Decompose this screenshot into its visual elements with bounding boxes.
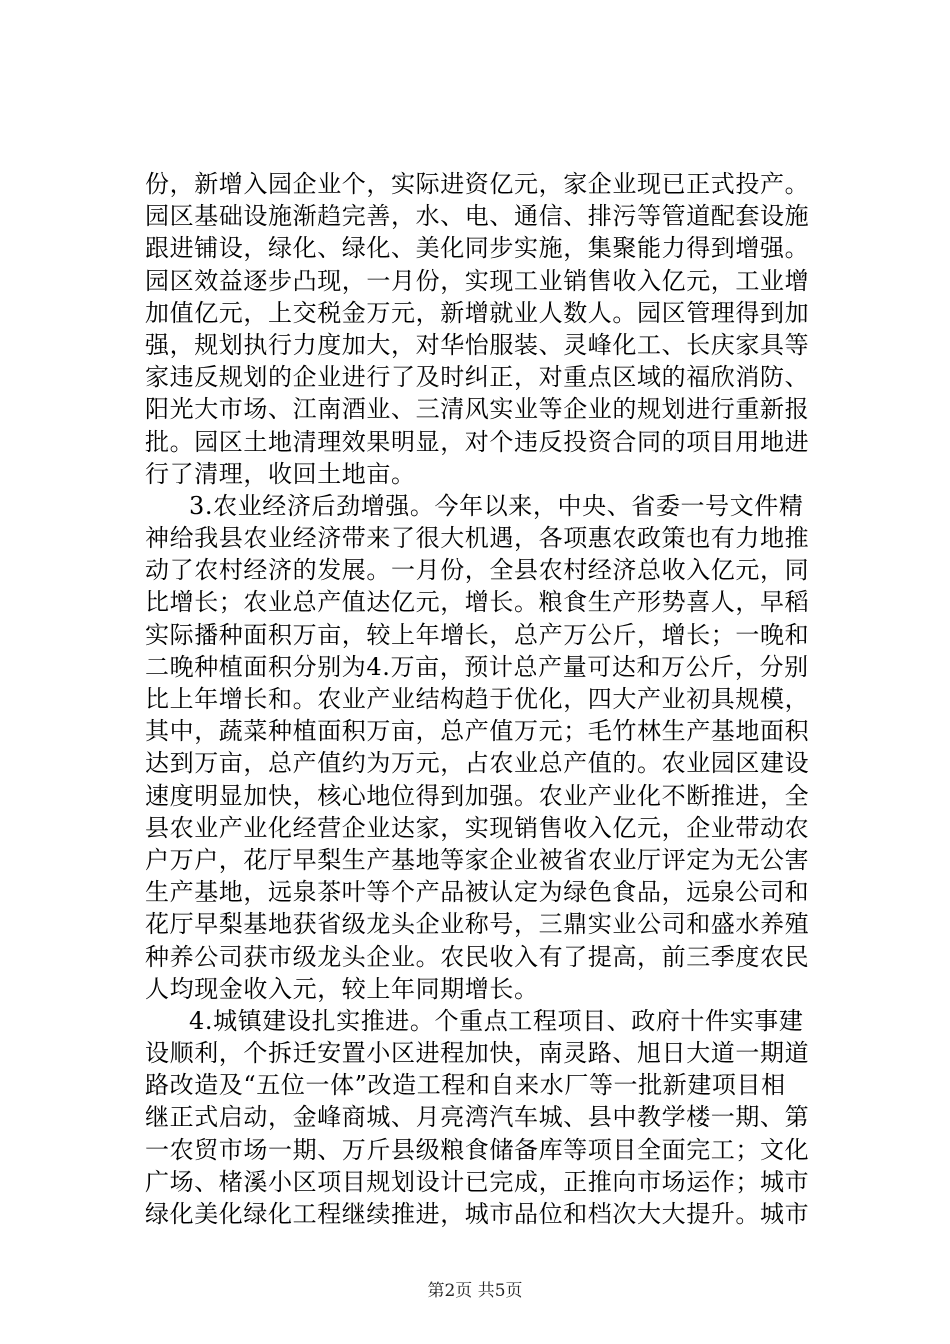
text-line: 设顺利，个拆迁安置小区进程加快，南灵路、旭日大道一期道 bbox=[145, 1039, 810, 1068]
page-footer: 第2页 共5页 bbox=[427, 1281, 523, 1301]
text-line: 动了农村经济的发展。一月份，全县农村经济总收入亿元，同 bbox=[145, 556, 810, 585]
text-line: 4.城镇建设扎实推进。个重点工程项目、政府十件实事建 bbox=[189, 1006, 804, 1035]
text-line: 神给我县农业经济带来了很大机遇，各项惠农政策也有力地推 bbox=[145, 524, 810, 553]
text-line: 县农业产业化经营企业达家，实现销售收入亿元，企业带动农 bbox=[145, 813, 810, 842]
text-line: 比增长；农业总产值达亿元，增长。粮食生产形势喜人，早稻 bbox=[145, 588, 810, 617]
text-line: 一农贸市场一期、万斤县级粮食储备库等项目全面完工；文化 bbox=[145, 1135, 810, 1164]
text-line: 实际播种面积万亩，较上年增长，总产万公斤，增长；一晚和 bbox=[145, 620, 810, 649]
text-line: 其中，蔬菜种植面积万亩，总产值万元；毛竹林生产基地面积 bbox=[145, 717, 810, 746]
text-line: 广场、楮溪小区项目规划设计已完成，正推向市场运作；城市 bbox=[145, 1167, 810, 1196]
text-line: 3.农业经济后劲增强。今年以来，中央、省委一号文件精 bbox=[189, 491, 804, 520]
text-line: 绿化美化绿化工程继续推进，城市品位和档次大大提升。城市 bbox=[145, 1200, 810, 1228]
text-line: 份，新增入园企业个，实际进资亿元，家企业现已正式投产。 bbox=[145, 170, 810, 198]
text-line: 家违反规划的企业进行了及时纠正，对重点区域的福欣消防、 bbox=[145, 363, 810, 392]
text-line: 达到万亩，总产值约为万元，占农业总产值的。农业园区建设 bbox=[145, 749, 810, 778]
text-line: 生产基地，远泉茶叶等个产品被认定为绿色食品，远泉公司和 bbox=[145, 878, 810, 907]
text-line: 园区基础设施渐趋完善，水、电、通信、排污等管道配套设施 bbox=[145, 202, 810, 231]
text-line: 比上年增长和。农业产业结构趋于优化，四大产业初具规模， bbox=[145, 685, 810, 713]
text-line: 加值亿元，上交税金万元，新增就业人数人。园区管理得到加 bbox=[145, 298, 810, 327]
document-body bbox=[145, 168, 813, 1230]
text-line: 继正式启动，金峰商城、月亮湾汽车城、县中教学楼一期、第 bbox=[145, 1103, 810, 1132]
text-line: 跟进铺设，绿化、绿化、美化同步实施，集聚能力得到增强。 bbox=[145, 234, 810, 263]
text-line: 种养公司获市级龙头企业。农民收入有了提高，前三季度农民 bbox=[145, 942, 810, 971]
text-line: 速度明显加快，核心地位得到加强。农业产业化不断推进，全 bbox=[145, 781, 810, 810]
text-line: 强，规划执行力度加大，对华怡服装、灵峰化工、长庆家具等 bbox=[145, 330, 810, 359]
text-line: 批。园区土地清理效果明显，对个违反投资合同的项目用地进 bbox=[145, 427, 810, 456]
text-line: 园区效益逐步凸现，一月份，实现工业销售收入亿元，工业增 bbox=[145, 266, 810, 295]
text-line: 二晚种植面积分别为4.万亩，预计总产量可达和万公斤，分别 bbox=[145, 652, 809, 681]
text-line: 路改造及“五位一体”改造工程和自来水厂等一批新建项目相 bbox=[145, 1071, 786, 1100]
text-line: 行了清理，收回土地亩。 bbox=[145, 459, 416, 488]
text-line: 户万户，花厅早梨生产基地等家企业被省农业厅评定为无公害 bbox=[145, 845, 810, 874]
text-line: 花厅早梨基地获省级龙头企业称号，三鼎实业公司和盛水养殖 bbox=[145, 910, 810, 939]
text-line: 人均现金收入元，较上年同期增长。 bbox=[145, 974, 539, 1003]
text-line: 阳光大市场、江南酒业、三清风实业等企业的规划进行重新报 bbox=[145, 395, 810, 424]
